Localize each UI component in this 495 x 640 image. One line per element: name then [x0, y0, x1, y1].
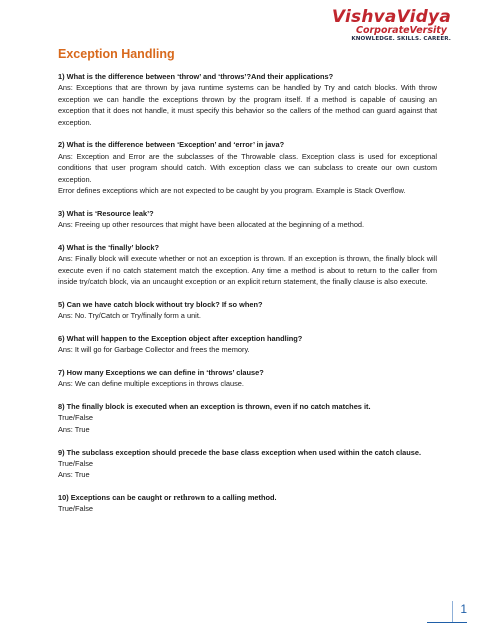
question: 3) What is ‘Resource leak’? [58, 208, 154, 218]
question-part: 10) Exceptions can be caught or [58, 493, 174, 503]
page-number: 1 [460, 602, 467, 616]
answer: Ans: It will go for Garbage Collector and frees the memory. [58, 345, 250, 355]
page-number-underline [427, 622, 467, 623]
page-number-divider [452, 601, 453, 622]
qa-list [58, 71, 437, 526]
question: 6) What will happen to the Exception object after exception handling? [58, 333, 303, 343]
qa-item-9 [58, 447, 437, 481]
qa-item-3 [58, 208, 437, 231]
question: 7) How many Exceptions we can define in ‘throws’ clause? [58, 367, 264, 377]
qa-item-6 [58, 333, 437, 356]
qa-item-4 [58, 242, 437, 288]
qa-item-8 [58, 401, 437, 435]
question: 4) What is the ‘finally’ block? [58, 242, 160, 252]
question: 8) The finally block is executed when an exception is thrown, even if no catch matches it. [58, 402, 371, 412]
answer: Ans: Freeing up other resources that might have been allocated at the beginning of a method. [58, 220, 365, 230]
answer: Ans: True [58, 424, 90, 434]
qa-item-7 [58, 367, 437, 390]
answer-options: True/False [58, 458, 94, 468]
question [58, 492, 437, 503]
answer: Ans: No. Try/Catch or Try/finally form a unit. [58, 311, 201, 321]
logo-sub-text: CorporateVersity [355, 25, 447, 36]
answer: Ans: True [58, 470, 90, 480]
question: 5) Can we have catch block without try block? If so when? [58, 299, 263, 309]
question-part: rethrown [173, 493, 206, 503]
answer: Error defines exceptions which are not expected to be caught by you program. Example is Stack Overflow. [58, 185, 406, 195]
answer: Ans: Exception and Error are the subclasses of the Throwable class. Exception class is used for exceptional conditions that user program should catch. With exception class we can subclass to create our own custom exception. [58, 151, 437, 184]
question-part: to a calling method. [205, 493, 277, 503]
qa-item-10 [58, 492, 437, 515]
qa-item-2 [58, 139, 437, 196]
question: 2) What is the difference between ‘Exception’ and ‘error’ in java? [58, 140, 285, 150]
answer: Ans: Finally block will execute whether or not an exception is thrown. If an exception is thrown, the finally block will execute even if no catch statement match the exception. Any time a method is about to return to the caller from inside try/catch block, via an uncaught exception or an explicit return statement, the finally clause is also execute. [58, 254, 437, 286]
answer: Ans: Exceptions that are thrown by java runtime systems can be handled by Try and catch blocks. With throw exception we can handle the exceptions thrown by the program itself. If a method is capable of causing an exception that it does not handle, it must specify this behavior so the callers of the method can guard against that exception. [58, 83, 437, 127]
answer-options: True/False [58, 413, 94, 423]
logo-tagline: KNOWLEDGE. SKILLS. CAREER. [351, 36, 451, 42]
question: 1) What is the difference between ‘throw’ and ‘throws’?And their applications? [58, 72, 334, 81]
qa-item-1 [58, 71, 437, 128]
page-title: Exception Handling [58, 47, 175, 61]
answer: Ans: We can define multiple exceptions in throws clause. [58, 379, 244, 389]
logo-brand-text: VishvaVidya [331, 7, 451, 27]
qa-item-5 [58, 299, 437, 322]
question: 9) The subclass exception should precede the base class exception when used within the catch clause. [58, 447, 422, 457]
brand-logo [332, 8, 451, 43]
answer-options: True/False [58, 504, 94, 514]
